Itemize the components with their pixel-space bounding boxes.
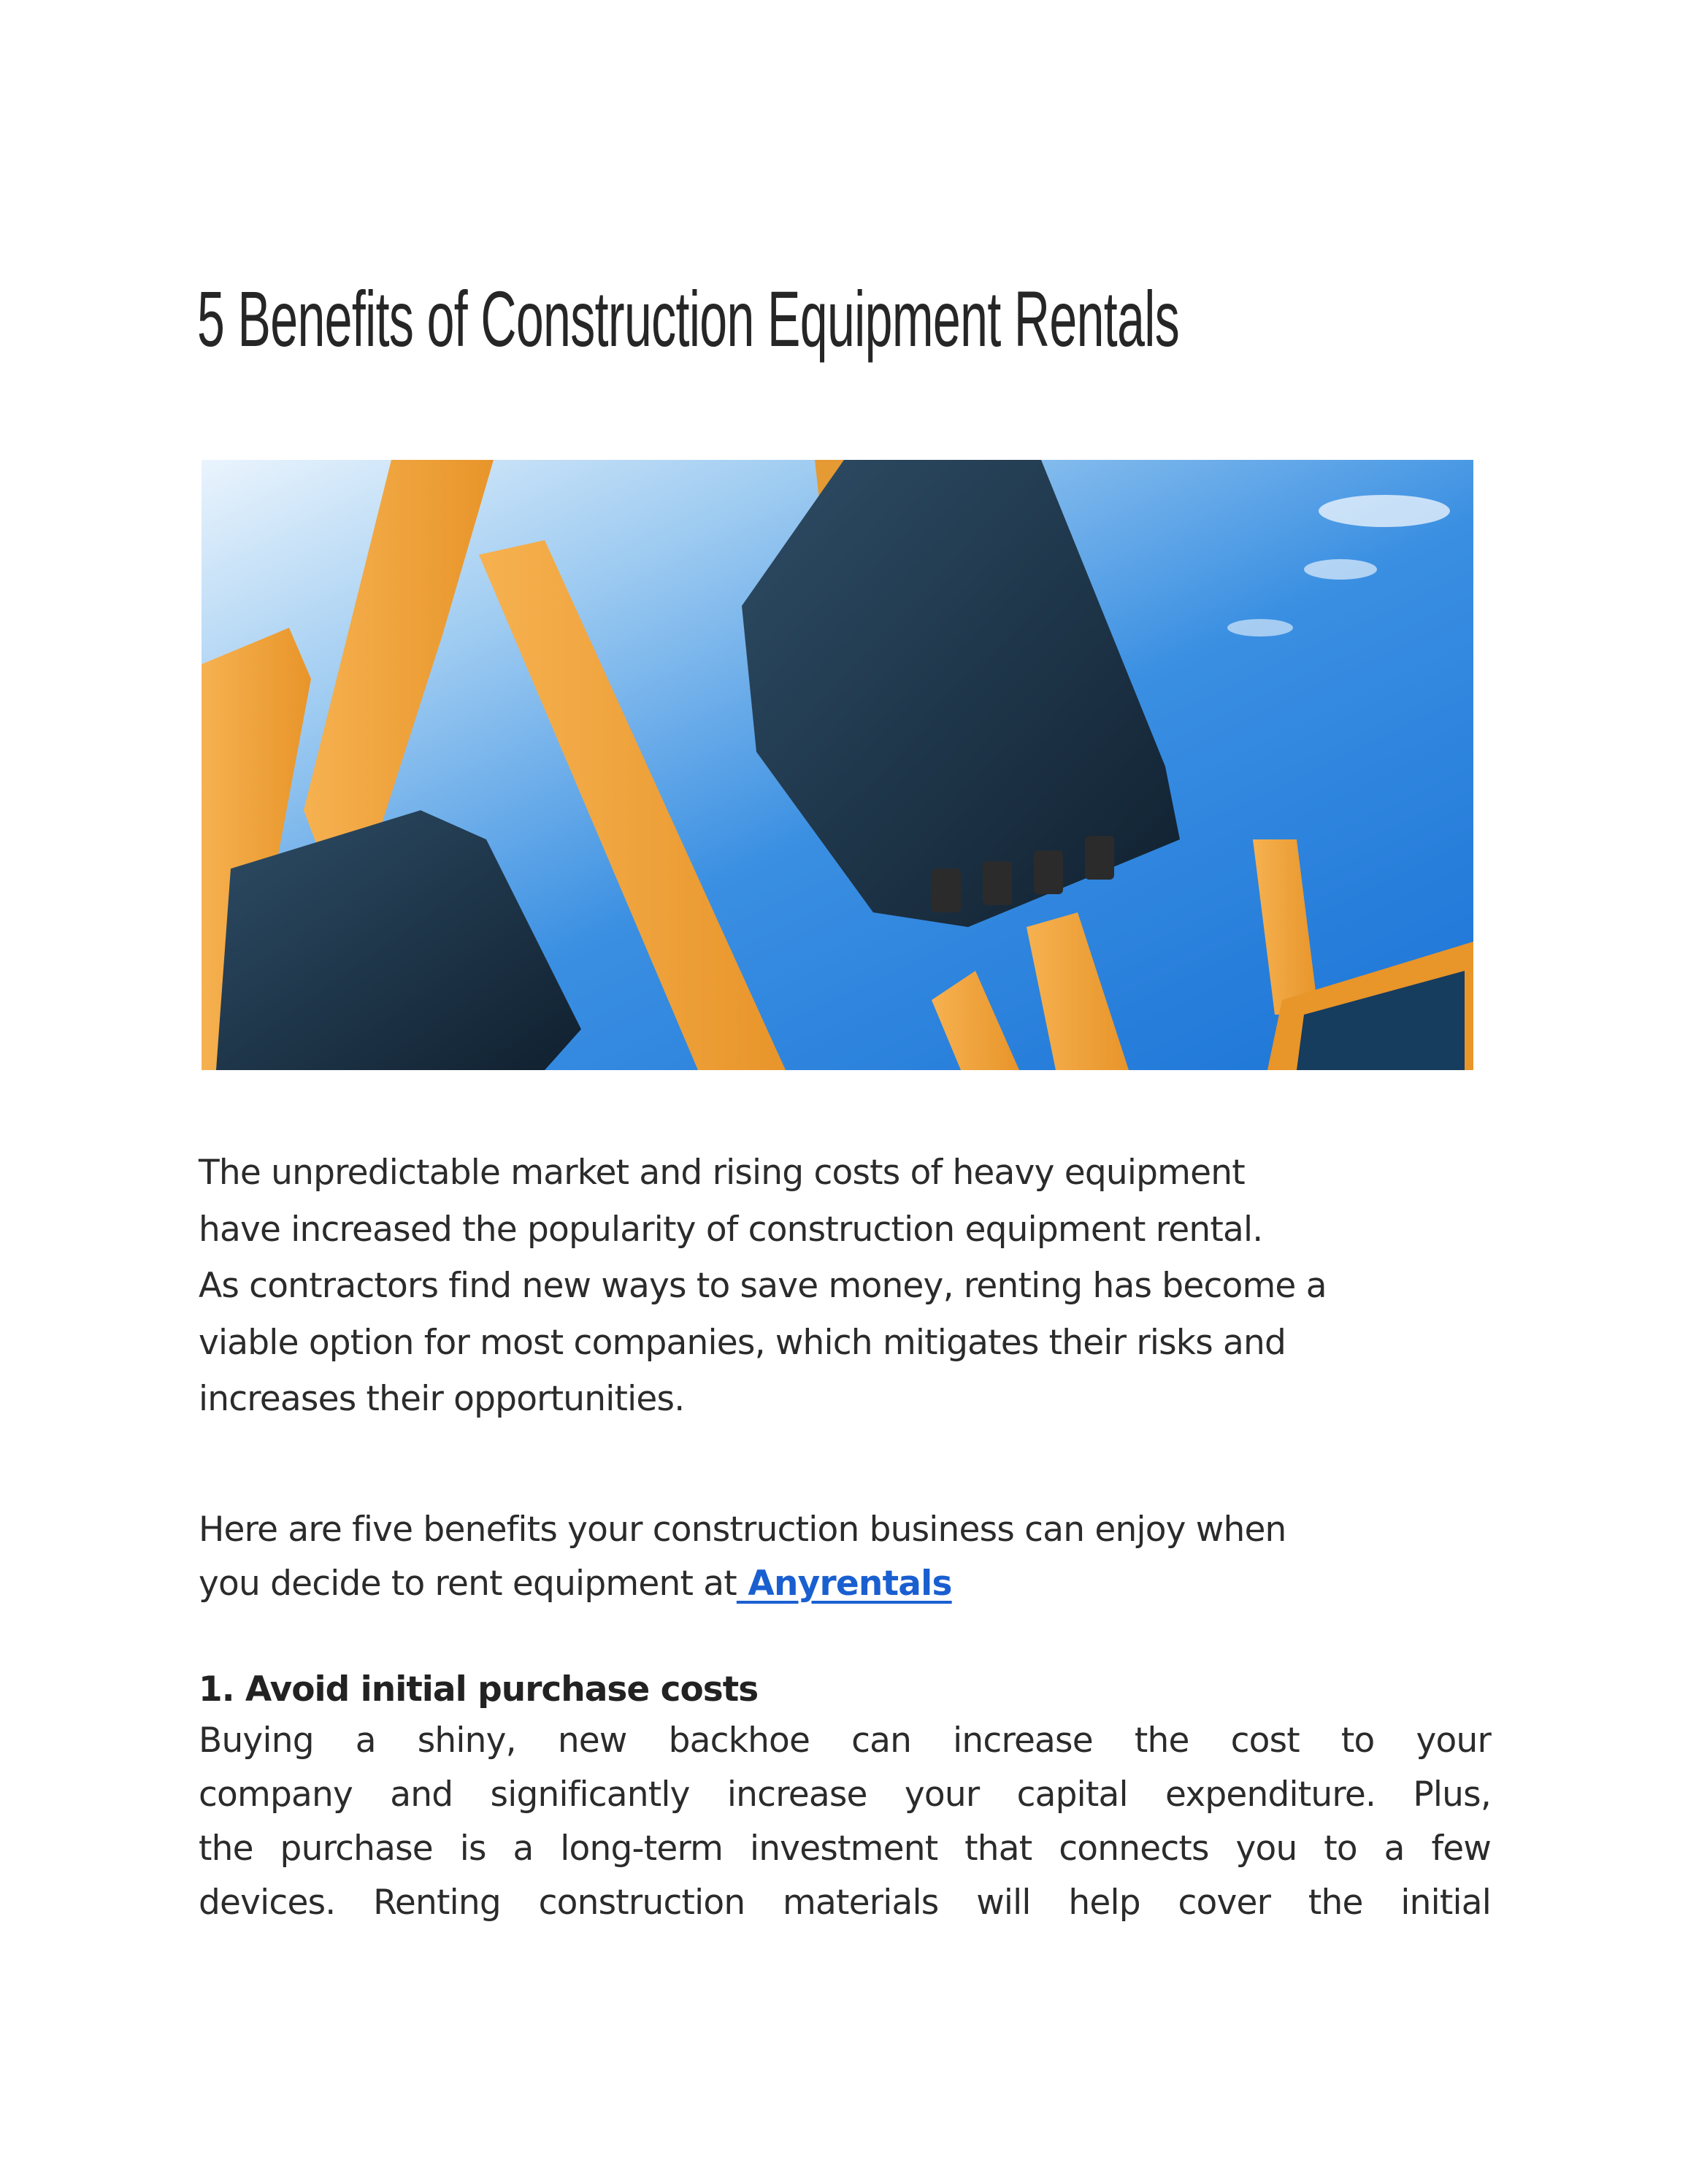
section-line: company and significantly increase your capital expenditure. Plus, <box>199 1774 1491 1815</box>
section-line: the purchase is a long-term investment that connects you to a few <box>199 1829 1491 1869</box>
intro-line: The unpredictable market and rising costs of heavy equipment <box>199 1153 1245 1193</box>
hero-image <box>202 460 1473 1070</box>
anyrentals-link[interactable]: Anyrentals <box>736 1564 952 1604</box>
intro-line: increases their opportunities. <box>199 1379 685 1419</box>
excavator-photo-illustration <box>202 460 1473 1070</box>
benefits-intro-text: you decide to rent equipment at <box>199 1564 737 1604</box>
benefits-intro-line <box>199 1557 1491 1611</box>
intro-line: have increased the popularity of construction equipment rental. <box>199 1209 1263 1250</box>
section-line: devices. Renting construction materials will help cover the initial <box>199 1883 1491 1923</box>
intro-line: As contractors find new ways to save money, renting has become a <box>199 1266 1327 1306</box>
section-line: Buying a shiny, new backhoe can increase the cost to your <box>199 1720 1491 1761</box>
section-heading: 1. Avoid initial purchase costs <box>199 1669 759 1710</box>
intro-paragraph <box>199 1145 1491 1428</box>
page-title: 5 Benefits of Construction Equipment Rentals <box>197 274 1180 363</box>
benefits-intro-paragraph <box>199 1503 1491 1611</box>
intro-line: viable option for most companies, which mitigates their risks and <box>199 1322 1286 1363</box>
benefits-intro-line: Here are five benefits your construction business can enjoy when <box>199 1510 1286 1550</box>
section-paragraph <box>199 1714 1491 1930</box>
